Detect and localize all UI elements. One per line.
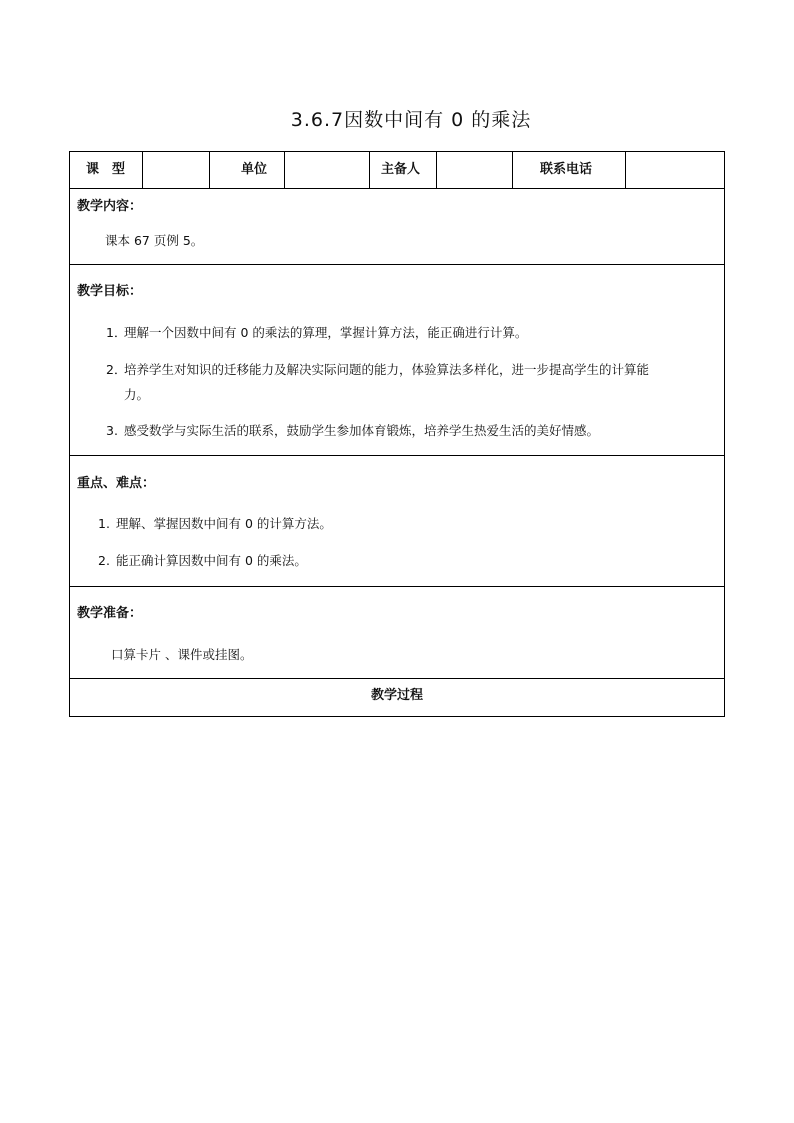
col-divider [436,152,437,188]
goal-item [106,357,649,383]
key-point-number: 2. [98,553,110,568]
col-divider [142,152,143,188]
goal-number: 2． [106,362,127,377]
key-point-text: 能正确计算因数中间有 0 的乘法。 [116,553,307,568]
key-point-item [98,511,332,537]
goal-number: 1． [106,325,127,340]
col-divider [625,152,626,188]
goals-heading: 教学目标： [77,284,143,299]
preparation-heading: 教学准备： [77,606,143,621]
preparer-label: 主备人 [381,162,421,177]
col-divider [284,152,285,188]
goal-item [106,320,527,346]
goal-text: 理解一个因数中间有 0 的乘法的算理，掌握计算方法，能正确进行计算。 [124,325,528,340]
phone-label: 联系电话 [540,162,593,177]
col-divider [369,152,370,188]
col-divider [209,152,210,188]
lesson-plan-table [69,151,725,717]
key-point-item [98,548,307,574]
lesson-type-label: 课 型 [86,162,126,177]
preparation-text: 口算卡片 、课件或挂图。 [111,647,253,662]
row-divider [70,678,724,679]
unit-label: 单位 [241,162,268,177]
key-point-number: 1. [98,516,110,531]
goal-text: 感受数学与实际生活的联系，鼓励学生参加体育锻炼，培养学生热爱生活的美好情感。 [124,423,600,438]
goal-item [106,418,599,444]
col-divider [512,152,513,188]
goal-text-continued: 力。 [124,387,150,402]
row-divider [70,455,724,456]
goal-number: 3. [106,423,118,438]
row-divider [70,264,724,265]
row-divider [70,586,724,587]
key-points-heading: 重点、难点： [77,476,156,491]
content-heading: 教学内容： [77,199,143,214]
content-text: 课本 67 页例 5。 [105,233,204,248]
key-point-text: 理解、掌握因数中间有 0 的计算方法。 [116,516,332,531]
process-heading: 教学过程 [370,688,423,703]
document-title: 3.6.7因数中间有 0 的乘法 [290,109,532,131]
goal-text: 培养学生对知识的迁移能力及解决实际问题的能力，体验算法多样化，进一步提高学生的计算能 [124,362,650,377]
row-divider [70,188,724,189]
